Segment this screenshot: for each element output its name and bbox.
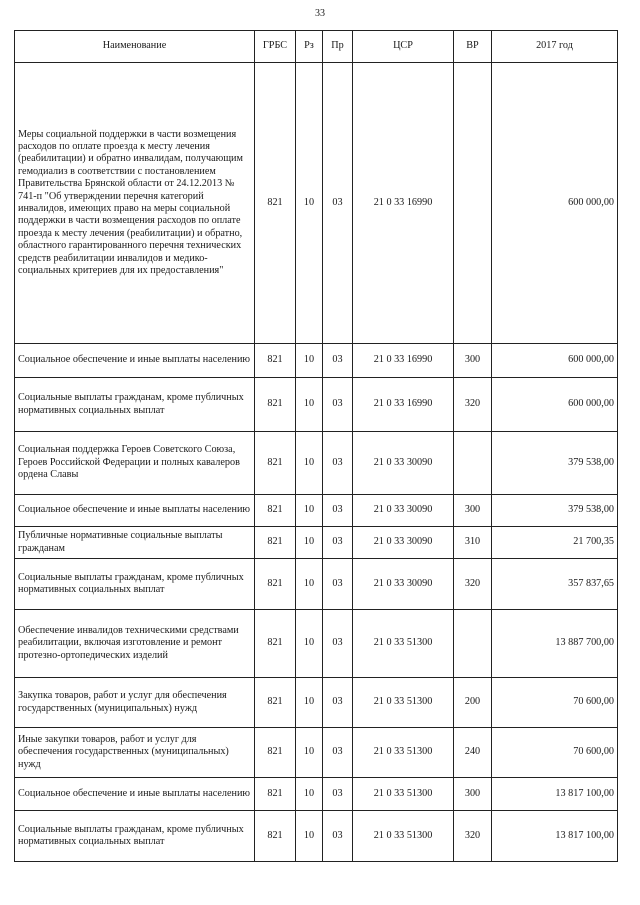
row-vr: 320 (454, 378, 492, 432)
row-vr: 240 (454, 728, 492, 778)
row-pr: 03 (323, 432, 353, 495)
row-pr: 03 (323, 559, 353, 610)
row-pr: 03 (323, 378, 353, 432)
header-name: Наименование (15, 31, 255, 63)
row-rz: 10 (296, 432, 323, 495)
row-csr: 21 0 33 16990 (353, 63, 454, 344)
header-year-2017: 2017 год (492, 31, 618, 63)
row-rz: 10 (296, 495, 323, 527)
row-pr: 03 (323, 63, 353, 344)
header-grbs: ГРБС (255, 31, 296, 63)
row-name: Иные закупки товаров, работ и услуг для обеспечения государственных (муниципальных) нужд (15, 728, 255, 778)
row-rz: 10 (296, 678, 323, 728)
row-vr: 320 (454, 811, 492, 862)
row-rz: 10 (296, 559, 323, 610)
row-csr: 21 0 33 30090 (353, 527, 454, 559)
row-name: Публичные нормативные социальные выплаты гражданам (15, 527, 255, 559)
row-pr: 03 (323, 610, 353, 678)
row-amount: 70 600,00 (492, 678, 618, 728)
row-grbs: 821 (255, 495, 296, 527)
row-csr: 21 0 33 16990 (353, 378, 454, 432)
row-name: Социальное обеспечение и иные выплаты населению (15, 344, 255, 378)
row-grbs: 821 (255, 811, 296, 862)
row-name: Социальное обеспечение и иные выплаты населению (15, 778, 255, 811)
table-row (15, 495, 618, 527)
row-name: Обеспечение инвалидов техническими средствами реабилитации, включая изготовление и ремонт протезно-ортопедических изделий (15, 610, 255, 678)
row-grbs: 821 (255, 728, 296, 778)
header-rz: Рз (296, 31, 323, 63)
row-vr: 300 (454, 344, 492, 378)
row-name: Закупка товаров, работ и услуг для обеспечения государственных (муниципальных) нужд (15, 678, 255, 728)
table-row (15, 432, 618, 495)
row-grbs: 821 (255, 63, 296, 344)
row-csr: 21 0 33 30090 (353, 495, 454, 527)
row-pr: 03 (323, 778, 353, 811)
row-grbs: 821 (255, 559, 296, 610)
row-pr: 03 (323, 495, 353, 527)
row-amount: 379 538,00 (492, 495, 618, 527)
row-amount: 600 000,00 (492, 378, 618, 432)
row-name: Меры социальной поддержки в части возмещения расходов по оплате проезда к месту лечения (реабилитации) и обратно инвалидам, получающим гемодиализ в соответствии с постановлением Правительства Брянской области от 24.12.2013 № 741-п "Об утверждении перечня категорий инвалидов, имеющих право на меры социальной поддержки в части возмещения расходов по оплате проезда к месту лечения (реабилитации) и обратно, областного гарантированного перечня технических средств реабилитации инвалидов и медико-социальных критериев для их предоставления" (15, 63, 255, 344)
row-grbs: 821 (255, 527, 296, 559)
row-pr: 03 (323, 728, 353, 778)
table-row (15, 344, 618, 378)
row-csr: 21 0 33 51300 (353, 678, 454, 728)
row-rz: 10 (296, 811, 323, 862)
row-grbs: 821 (255, 432, 296, 495)
row-rz: 10 (296, 344, 323, 378)
row-pr: 03 (323, 344, 353, 378)
row-rz: 10 (296, 610, 323, 678)
row-rz: 10 (296, 778, 323, 811)
row-grbs: 821 (255, 344, 296, 378)
table-row (15, 610, 618, 678)
row-vr: 200 (454, 678, 492, 728)
row-vr: 300 (454, 778, 492, 811)
table-row (15, 559, 618, 610)
row-amount: 600 000,00 (492, 344, 618, 378)
row-csr: 21 0 33 30090 (353, 559, 454, 610)
row-vr: 300 (454, 495, 492, 527)
row-amount: 13 887 700,00 (492, 610, 618, 678)
row-grbs: 821 (255, 378, 296, 432)
row-vr: 310 (454, 527, 492, 559)
row-amount: 70 600,00 (492, 728, 618, 778)
row-name: Социальные выплаты гражданам, кроме публичных нормативных социальных выплат (15, 559, 255, 610)
row-vr (454, 610, 492, 678)
page-number: 33 (315, 8, 325, 19)
row-grbs: 821 (255, 778, 296, 811)
table-row (15, 811, 618, 862)
row-vr (454, 63, 492, 344)
row-rz: 10 (296, 728, 323, 778)
row-rz: 10 (296, 63, 323, 344)
row-csr: 21 0 33 51300 (353, 728, 454, 778)
row-csr: 21 0 33 51300 (353, 778, 454, 811)
header-csr: ЦСР (353, 31, 454, 63)
row-amount: 357 837,65 (492, 559, 618, 610)
row-amount: 600 000,00 (492, 63, 618, 344)
row-pr: 03 (323, 811, 353, 862)
row-pr: 03 (323, 527, 353, 559)
table-row (15, 378, 618, 432)
row-amount: 13 817 100,00 (492, 811, 618, 862)
row-vr: 320 (454, 559, 492, 610)
table-row (15, 527, 618, 559)
row-grbs: 821 (255, 678, 296, 728)
row-amount: 21 700,35 (492, 527, 618, 559)
table-row (15, 678, 618, 728)
row-name: Социальные выплаты гражданам, кроме публичных нормативных социальных выплат (15, 378, 255, 432)
table-row (15, 728, 618, 778)
row-amount: 379 538,00 (492, 432, 618, 495)
header-vr: ВР (454, 31, 492, 63)
row-name: Социальное обеспечение и иные выплаты населению (15, 495, 255, 527)
row-pr: 03 (323, 678, 353, 728)
row-csr: 21 0 33 51300 (353, 610, 454, 678)
header-pr: Пр (323, 31, 353, 63)
row-grbs: 821 (255, 610, 296, 678)
row-csr: 21 0 33 16990 (353, 344, 454, 378)
row-csr: 21 0 33 51300 (353, 811, 454, 862)
table-row (15, 778, 618, 811)
row-rz: 10 (296, 527, 323, 559)
row-name: Социальная поддержка Героев Советского Союза, Героев Российской Федерации и полных кавалеров ордена Славы (15, 432, 255, 495)
budget-table (14, 30, 618, 862)
row-amount: 13 817 100,00 (492, 778, 618, 811)
row-csr: 21 0 33 30090 (353, 432, 454, 495)
table-row (15, 63, 618, 344)
row-vr (454, 432, 492, 495)
row-name: Социальные выплаты гражданам, кроме публичных нормативных социальных выплат (15, 811, 255, 862)
row-rz: 10 (296, 378, 323, 432)
table-header-row (15, 31, 618, 63)
